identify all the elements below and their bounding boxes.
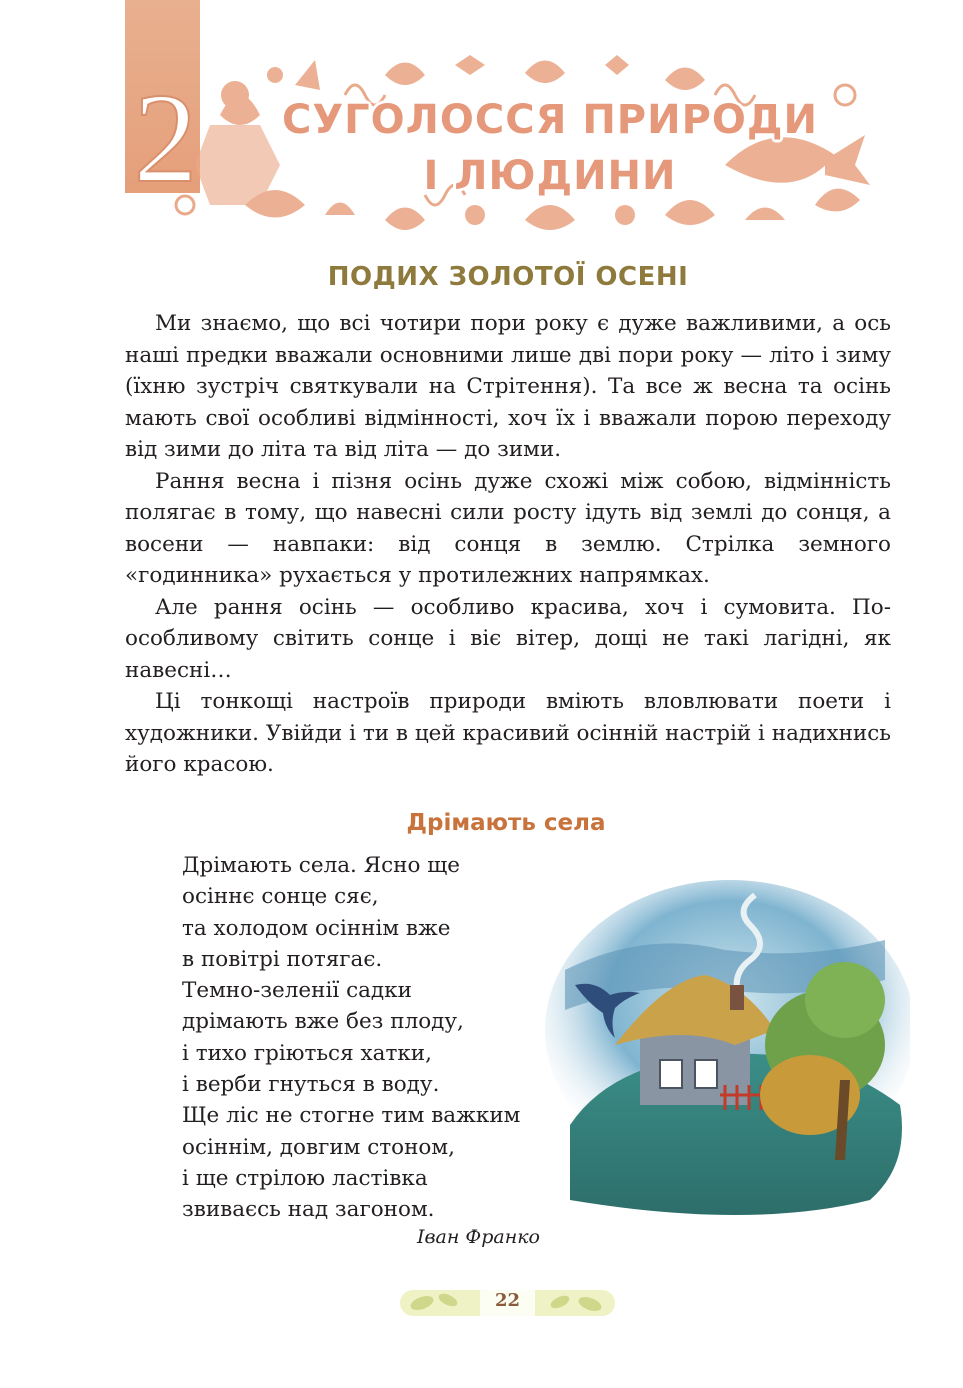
chapter-title xyxy=(250,92,850,204)
paragraph: Але рання осінь — особливо красива, хоч і сумовита. По-особливому світить сонце і віє вітер, дощі не такі лагідні, як навесні… xyxy=(125,594,891,683)
prose-body xyxy=(125,308,891,781)
poem-body xyxy=(182,850,542,1226)
poem-line: і тихо гріються хатки, xyxy=(182,1040,432,1066)
page-number: 22 xyxy=(494,1290,521,1311)
poem-line: осіннє сонце сяє, xyxy=(182,884,379,910)
poem-line: осіннім, довгим стоном, xyxy=(182,1134,455,1160)
poem-line: Темно-зеленії садки xyxy=(182,978,412,1004)
poem-line: Дрімають села. Ясно ще xyxy=(182,853,460,878)
poem-title: Дрімають села xyxy=(406,810,606,836)
paragraph: Ми знаємо, що всі чотири пори року є дуже важливими, а ось наші предки вважали основними лише дві пори року — літо і зиму (їхню зустріч святкували на Стрітення). Та все ж весна та осінь мають свої особливі відмінності, хоч їх і вважали порою переходу від зими до літа та від літа — до зими. xyxy=(125,311,891,462)
poem-line: в повітрі потягає. xyxy=(182,946,383,972)
section-title: ПОДИХ ЗОЛОТОЇ ОСЕНІ xyxy=(327,262,689,292)
chapter-title-line1: СУГОЛОССЯ ПРИРОДИ xyxy=(281,97,819,143)
poem-line: і ще стрілою ластівка xyxy=(182,1165,428,1191)
poem-line: дрімають вже без плоду, xyxy=(182,1009,464,1035)
poem-line: та холодом осіннім вже xyxy=(182,915,451,941)
poem-line: Ще ліс не стогне тим важким xyxy=(182,1103,521,1129)
poem-line: і верби гнуться в воду. xyxy=(182,1072,440,1098)
chapter-number: 2 xyxy=(133,67,198,209)
paragraph: Рання весна і пізня осінь дуже схожі між собою, відмінність полягає в тому, що навесні сили росту ідуть від землі до сонця, а восени — навпаки: від сонця в землю. Стрілка земного «годинника» рухається у протилежних напрямках. xyxy=(125,468,891,588)
poem-line: звиваєсь над загоном. xyxy=(182,1197,435,1223)
chapter-title-line2: І ЛЮДИНИ xyxy=(423,153,677,199)
village-house-illustration-icon xyxy=(525,820,910,1240)
paragraph: Ці тонкощі настроїв природи вміють вловлювати поети і художники. Увійди і ти в цей красивий осінній настрій і надихнись його красою. xyxy=(125,689,891,777)
poem-author: Іван Франко xyxy=(416,1226,540,1248)
